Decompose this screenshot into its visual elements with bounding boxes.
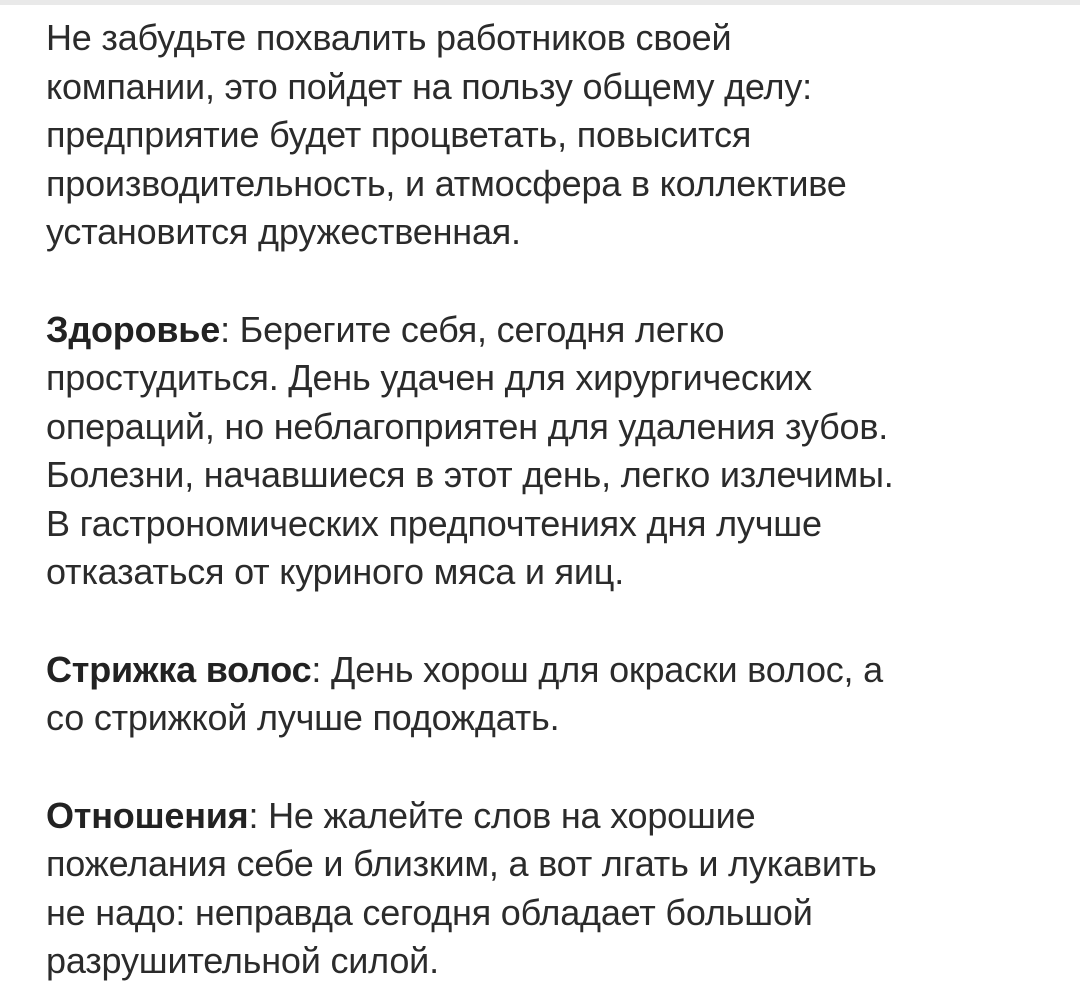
haircut-paragraph: [46, 646, 1046, 743]
haircut-line: со стрижкой лучше подождать.: [46, 697, 560, 738]
intro-line: производительность, и атмосфера в коллективе: [46, 162, 847, 204]
haircut-first-line-text: : День хорош для окраски волос, а: [311, 648, 883, 690]
relations-first-line-text: : Не жалейте слов на хорошие: [248, 794, 756, 836]
health-paragraph: [46, 306, 1046, 597]
intro-line: предприятие будет процветать, повысится: [46, 114, 752, 155]
relations-label: Отношения: [46, 794, 249, 836]
health-first-line: [46, 306, 1046, 355]
health-first-line-text: : Берегите себя, сегодня легко: [220, 308, 725, 350]
relations-first-line: [46, 792, 1046, 841]
health-line: операций, но неблагоприятен для удаления зубов.: [46, 405, 889, 447]
relations-line: разрушительной силой.: [46, 940, 439, 981]
health-line: отказаться от куриного мяса и яиц.: [46, 551, 625, 592]
haircut-label: Стрижка волос: [46, 648, 312, 690]
health-line: В гастрономических предпочтениях дня лучше: [46, 502, 822, 544]
intro-line: установится дружественная.: [46, 211, 521, 252]
relations-line: не надо: неправда сегодня обладает большой: [46, 891, 813, 933]
health-line: Болезни, начавшиеся в этот день, легко излечимы.: [46, 454, 894, 495]
intro-paragraph: [46, 14, 1046, 257]
top-divider: [0, 0, 1080, 5]
haircut-first-line: [46, 646, 1046, 695]
intro-line: компании, это пойдет на пользу общему делу:: [46, 65, 812, 107]
relations-line: пожелания себе и близким, а вот лгать и лукавить: [46, 843, 877, 884]
health-line: простудиться. День удачен для хирургических: [46, 357, 812, 398]
health-label: Здоровье: [46, 308, 221, 350]
horoscope-article: [46, 14, 1046, 986]
relations-paragraph: [46, 792, 1046, 986]
intro-line: Не забудьте похвалить работников своей: [46, 17, 732, 58]
